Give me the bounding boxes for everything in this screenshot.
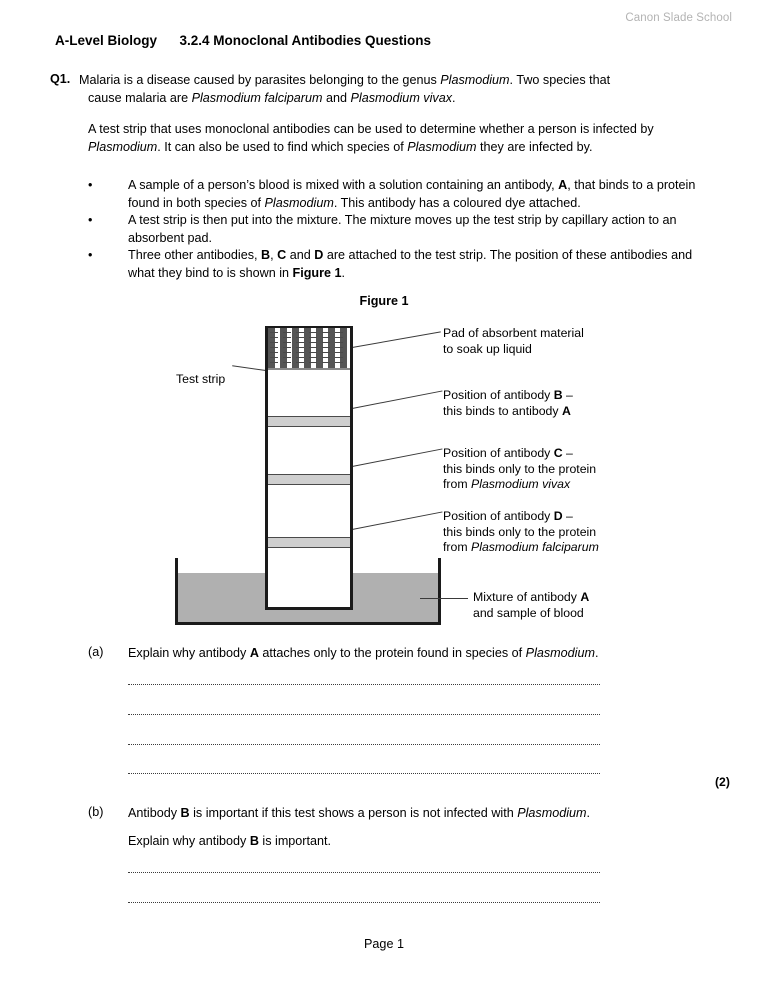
label-c-letter: C <box>553 446 563 460</box>
label-c-pre: Position of antibody <box>443 446 554 460</box>
school-watermark: Canon Slade School <box>625 12 732 24</box>
part-b-question-line2 <box>128 833 708 851</box>
label-c-post: – <box>562 446 573 460</box>
question-intro <box>79 72 689 107</box>
label-mixture-line2: and sample of blood <box>473 605 584 620</box>
bullet-dot-icon: • <box>88 248 93 262</box>
part-a-label: (a) <box>88 645 104 659</box>
intro-line2-mid: and <box>322 90 351 105</box>
label-mixture <box>473 590 589 621</box>
label-b2-pre: this binds to antibody <box>443 403 562 418</box>
bullet-3-part3: and <box>286 248 315 262</box>
intro-line2-post: . <box>452 90 456 105</box>
question-number: Q1. <box>50 72 71 86</box>
label-antibody-d <box>443 509 599 556</box>
part-b-antibody: B <box>180 806 190 820</box>
answer-line[interactable] <box>128 902 600 903</box>
part-b-pre: Antibody <box>128 806 181 820</box>
label-pad-line1: Pad of absorbent material <box>443 326 584 340</box>
test-strip-shape <box>265 326 353 610</box>
antibody-b-band <box>268 416 350 427</box>
part-b-question-line1 <box>128 805 708 823</box>
leader-line-antibody-c <box>352 448 443 467</box>
bullet-1-part3: . This antibody has a coloured dye attached. <box>333 195 581 210</box>
bullet-list <box>88 177 700 282</box>
list-item <box>88 177 700 212</box>
label-pad-line2: to soak up liquid <box>443 341 532 356</box>
pad-bottom-edge <box>268 368 350 370</box>
intro-text-part2: . Two species that <box>509 73 611 87</box>
label-test-strip: Test strip <box>176 372 226 386</box>
figure-caption: Figure 1 <box>359 294 409 308</box>
answer-line[interactable] <box>128 684 600 685</box>
para2-italic2: Plasmodium <box>407 139 477 154</box>
label-d-pre: Position of antibody <box>443 509 554 523</box>
marks-badge: (2) <box>715 775 730 789</box>
label-d-line3 <box>443 540 599 556</box>
bullet-1-italic: Plasmodium <box>264 195 334 210</box>
antibody-d-band <box>268 537 350 548</box>
label-antibody-b <box>443 388 573 419</box>
antibody-c-band <box>268 474 350 485</box>
label-b-letter: B <box>553 388 563 402</box>
beaker-wall-right <box>438 558 441 625</box>
bullet-dot-icon: • <box>88 178 93 192</box>
bullet-2-text: A test strip is then put into the mixture. The mixture moves up the test strip by capillary action to an absorbent pad. <box>128 213 677 245</box>
absorbent-pad-shape <box>268 328 350 368</box>
part-a-post: attaches only to the protein found in species of <box>258 646 526 660</box>
label-d-post: – <box>562 509 573 523</box>
label-b-line2 <box>443 404 573 420</box>
label-c3-pre: from <box>443 477 472 492</box>
leader-line-pad <box>352 331 441 348</box>
part-b2-post: is important. <box>258 834 332 848</box>
page-footer: Page 1 <box>364 937 404 951</box>
bullet-1-part1: A sample of a person’s blood is mixed with a solution containing an antibody, <box>128 178 559 192</box>
para2-italic1: Plasmodium <box>88 139 158 154</box>
label-b-post: – <box>562 388 573 402</box>
leader-line-teststrip <box>232 365 266 371</box>
bullet-3-figure-ref: Figure 1 <box>292 265 342 280</box>
label-mix-letter: A <box>580 590 590 604</box>
label-d-line1 <box>443 509 599 525</box>
para2-part3: they are infected by. <box>476 139 593 154</box>
bullet-3-bold-d: D <box>314 248 324 262</box>
list-item <box>88 212 700 247</box>
intro-second-line <box>88 90 689 108</box>
species-falciparum-italic: Plasmodium falciparum <box>191 90 323 105</box>
answer-line[interactable] <box>128 773 600 774</box>
bullet-3-part4: are attached to the test strip. The position of these antibodies and what they bind to is shown in <box>128 248 693 280</box>
beaker-bottom <box>175 622 441 625</box>
page-title: A-Level Biology 3.2.4 Monoclonal Antibodies Questions <box>55 33 432 48</box>
bullet-3-part5: . <box>341 265 346 280</box>
test-strip-paragraph <box>88 121 688 156</box>
part-b-post: is important if this test shows a person is not infected with <box>189 806 518 820</box>
label-b2-letter: A <box>561 403 571 418</box>
figure-1-diagram <box>0 310 768 630</box>
part-a-genus: Plasmodium <box>525 646 595 660</box>
leader-line-antibody-b <box>352 390 443 409</box>
label-b-pre: Position of antibody <box>443 388 554 402</box>
part-a-question <box>128 645 708 663</box>
part-b-end: . <box>586 806 591 820</box>
part-b2-antibody: B <box>249 834 259 848</box>
leader-line-antibody-d <box>352 511 443 530</box>
answer-line[interactable] <box>128 744 600 745</box>
label-c-line3 <box>443 477 596 493</box>
para2-part2: . It can also be used to find which species of <box>157 139 408 154</box>
part-b2-pre: Explain why antibody <box>128 834 250 848</box>
leader-line-mixture <box>420 598 468 599</box>
species-vivax-italic: Plasmodium vivax <box>350 90 452 105</box>
bullet-3-bold-b: B <box>261 248 271 262</box>
label-d3-species: Plasmodium falciparum <box>471 540 599 555</box>
label-absorbent-pad <box>443 326 584 357</box>
label-d3-pre: from <box>443 540 472 555</box>
part-a-antibody: A <box>249 646 259 660</box>
label-mix-pre: Mixture of antibody <box>473 590 581 604</box>
label-b-line1 <box>443 388 573 404</box>
part-b-genus: Plasmodium <box>517 806 587 820</box>
intro-genus-italic: Plasmodium <box>440 73 510 87</box>
bullet-3-part1: Three other antibodies, <box>128 248 262 262</box>
list-item <box>88 247 700 282</box>
label-c-line2: this binds only to the protein <box>443 461 597 476</box>
intro-line2-pre: cause malaria are <box>88 90 192 105</box>
bullet-3-part2: , <box>270 248 278 262</box>
answer-line[interactable] <box>128 872 600 873</box>
bullet-dot-icon: • <box>88 213 93 227</box>
para2-part1: A test strip that uses monoclonal antibodies can be used to determine whether a person is infected by <box>88 122 654 136</box>
part-b-label: (b) <box>88 805 104 819</box>
label-antibody-c <box>443 446 596 493</box>
beaker-wall-left <box>175 558 178 625</box>
label-c3-species: Plasmodium vivax <box>471 477 571 492</box>
label-d-line2: this binds only to the protein <box>443 524 597 539</box>
label-c-line1 <box>443 446 596 462</box>
part-a-pre: Explain why antibody <box>128 646 250 660</box>
intro-text-part: Malaria is a disease caused by parasites belonging to the genus <box>79 73 441 87</box>
label-d-letter: D <box>553 509 563 523</box>
bullet-1-part2: , that binds to a protein found in both species of <box>128 178 696 210</box>
label-mixture-line1 <box>473 590 589 606</box>
answer-line[interactable] <box>128 714 600 715</box>
bullet-3-bold-c: C <box>277 248 287 262</box>
part-a-end: . <box>594 646 599 660</box>
bullet-1-bold-a: A <box>558 178 568 192</box>
